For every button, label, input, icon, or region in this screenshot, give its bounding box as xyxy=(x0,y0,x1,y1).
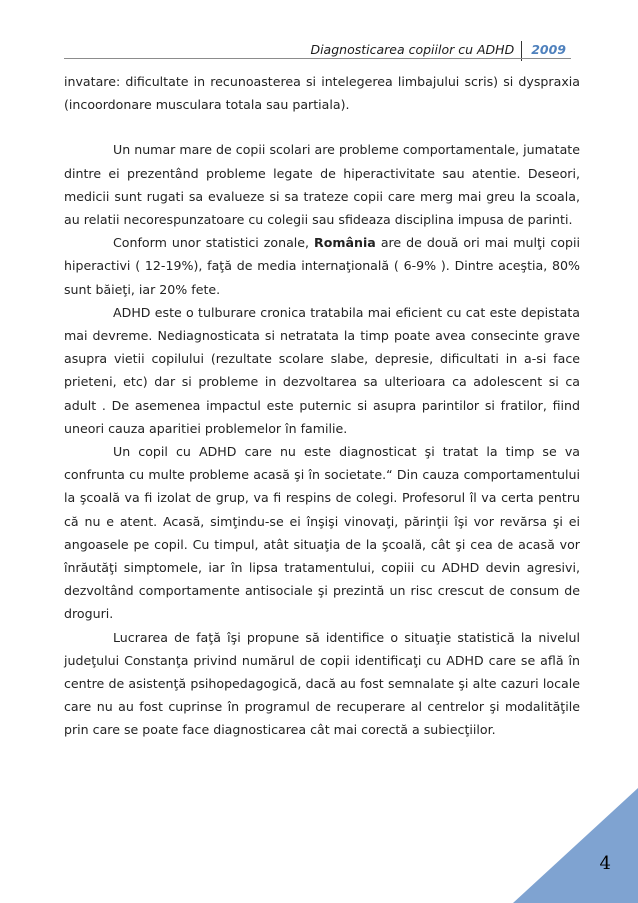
paragraph-text: are de două ori mai mulţi copii hiperactivi ( 12-19%), faţă de media internaţională ( 6-9% ). Dintre aceştia, 80% sunt băieţi, iar 20% fete. xyxy=(64,235,581,297)
paragraph: ADHD este o tulburare cronica tratabila mai eficient cu cat este depistata mai devreme. Nediagnosticata si netratata la timp poate avea consecinte grave asupra vietii copilului (rezultate scolare slabe, depresie, dificultati in a-si face prieteni, etc) dar si probleme in dezvoltarea sa ulterioara ca adolescent si ca adult . De asemenea impactul este puternic si asupra parintilor si fratilor, fiind uneori cauza aparitiei problemelor în familie. xyxy=(64,304,580,436)
paragraph-continuation: invatare: dificultate in recunoasterea si intelegerea limbajului scris) si dyspraxia (incoordonare musculara totala sau partiala). xyxy=(64,74,580,113)
bold-country: România xyxy=(314,235,376,251)
paragraph xyxy=(64,231,580,301)
corner-triangle-shape xyxy=(513,788,638,903)
paragraph: Un numar mare de copii scolari are probleme comportamentale, jumatate dintre ei prezentând probleme legate de hiperactivitate sau atentie. Deseori, medicii sunt rugati sa evalueze si sa trateze copii care merg mai greu la scoala, au relatii necorespunzatoare cu colegii sau sfideaza disciplina impusa de parinti. xyxy=(64,142,580,228)
paragraph: Lucrarea de faţă îşi propune să identifice o situaţie statistică la nivelul judeţului Constanţa privind numărul de copii identificaţi cu ADHD care se află în centre de asistenţă psihopedagogică, dacă au fost semnalate şi alte cazuri locale care nu au fost cuprinse în programul de recuperare al centrelor şi modalităţile prin care se poate face diagnosticarea cât mai corectă a subiecţiilor. xyxy=(64,629,580,738)
paragraph-text: Conform unor statistici zonale, xyxy=(113,235,315,251)
header-rule xyxy=(64,58,571,59)
page-number: 4 xyxy=(599,853,611,874)
body-text xyxy=(64,70,580,742)
paragraph: Un copil cu ADHD care nu este diagnosticat şi tratat la timp se va confrunta cu multe probleme acasă şi în societate.“ Din cauza comportamentului la şcoală va fi izolat de grup, va fi respins de colegi. Profesorul îl va certa pentru că nu e atent. Acasă, simţindu-se ei înşişi vinovaţi, părinţii îşi vor revărsa şi ei angoasele pe copil. Cu timpul, atât situaţia de la şcoală, cât şi cea de acasă vor înrăutăţi simptomele, iar în lipsa tratamentului, copiii cu ADHD devin agresivi, dezvoltând comportamente antisociale şi prezintă un risc crescut de consum de droguri. xyxy=(64,444,580,622)
header-year: 2009 xyxy=(531,41,566,57)
corner-triangle xyxy=(513,788,638,903)
header-title: Diagnosticarea copiilor cu ADHD xyxy=(310,41,515,57)
